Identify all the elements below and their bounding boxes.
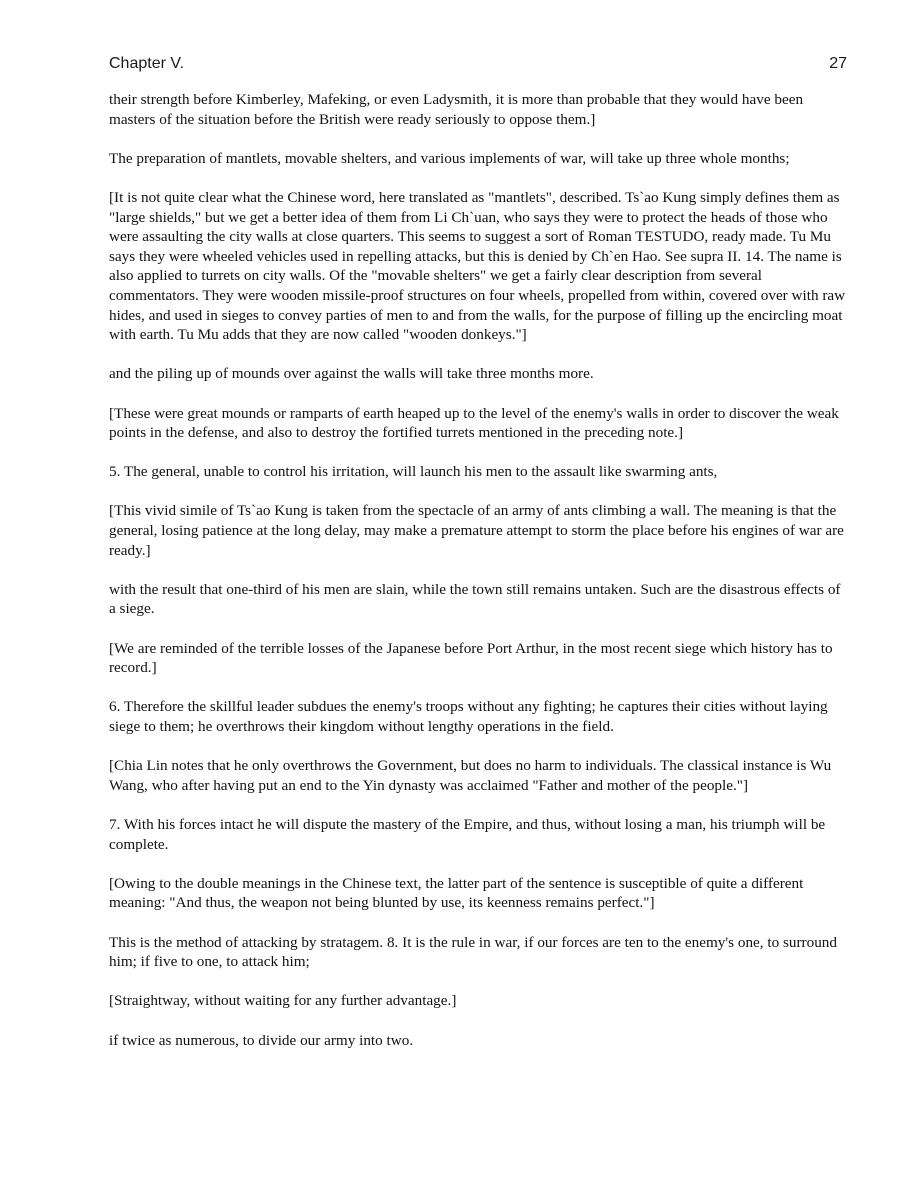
paragraph: and the piling up of mounds over against the walls will take three months more.	[109, 365, 594, 383]
paragraph: This is the method of attacking by stratagem. 8. It is the rule in war, if our forces are ten to the enemy's one, to surround him; if five to one, to attack him;	[109, 933, 837, 971]
commentary-paragraph: [It is not quite clear what the Chinese word, here translated as "mantlets", described. Ts`ao Kung simply defines them as "large shields," but we get a better idea of them from Li Ch`uan, who says they were to protect the heads of those who were assaulting the city walls at close quarters. This seems to suggest a sort of Roman TESTUDO, ready made. Tu Mu says they were wheeled vehicles used in repelling attacks, but this is denied by Ch`en Hao. See supra II. 14. The name is also applied to turrets on city walls. Of the "movable shelters" we get a fairly clear description from several commentators. They were wooden missile-proof structures on four wheels, propelled from within, covered over with raw hides, and used in sieges to convey parties of men to and from the walls, for the purpose of filling up the encircling moat with earth. Tu Mu adds that they are now called "wooden donkeys."]	[109, 188, 846, 344]
chapter-title: Chapter V.	[109, 55, 185, 72]
commentary-paragraph: [We are reminded of the terrible losses of the Japanese before Port Arthur, in the most recent siege which history has to record.]	[109, 639, 833, 677]
paragraph: with the result that one-third of his men are slain, while the town still remains untaken. Such are the disastrous effects of a siege.	[109, 580, 841, 618]
commentary-paragraph: [These were great mounds or ramparts of earth heaped up to the level of the enemy's walls in order to discover the weak points in the defense, and also to destroy the fortified turrets mentioned in the preceding note.]	[109, 404, 839, 442]
paragraph: 6. Therefore the skillful leader subdues the enemy's troops without any fighting; he captures their cities without laying siege to them; he overthrows their kingdom without lengthy operations in the field.	[109, 698, 828, 735]
paragraph: The preparation of mantlets, movable shelters, and various implements of war, will take up three whole months;	[109, 149, 790, 167]
commentary-paragraph: [Chia Lin notes that he only overthrows the Government, but does no harm to individuals. The classical instance is Wu Wang, who after having put an end to the Yin dynasty was acclaimed "Father and mother of the people."]	[109, 757, 832, 794]
paragraph: 7. With his forces intact he will dispute the mastery of the Empire, and thus, without losing a man, his triumph will be complete.	[109, 815, 826, 853]
paragraph: 5. The general, unable to control his irritation, will launch his men to the assault like swarming ants,	[109, 463, 718, 481]
commentary-paragraph: [This vivid simile of Ts`ao Kung is taken from the spectacle of an army of ants climbing a wall. The meaning is that the general, losing patience at the long delay, may make a premature attempt to storm the place before his engines of war are ready.]	[109, 502, 844, 559]
commentary-paragraph: [Owing to the double meanings in the Chinese text, the latter part of the sentence is susceptible of quite a different meaning: "And thus, the weapon not being blunted by use, its keenness remains perfect."]	[109, 874, 804, 912]
page-number: 27	[829, 55, 847, 72]
running-header	[109, 55, 847, 79]
paragraph: if twice as numerous, to divide our army into two.	[109, 1031, 414, 1049]
body-text	[109, 90, 847, 1070]
paragraph: their strength before Kimberley, Mafeking, or even Ladysmith, it is more than probable that they would have been masters of the situation before the British were ready seriously to oppose them.]	[109, 91, 804, 128]
commentary-paragraph: [Straightway, without waiting for any further advantage.]	[109, 992, 457, 1010]
